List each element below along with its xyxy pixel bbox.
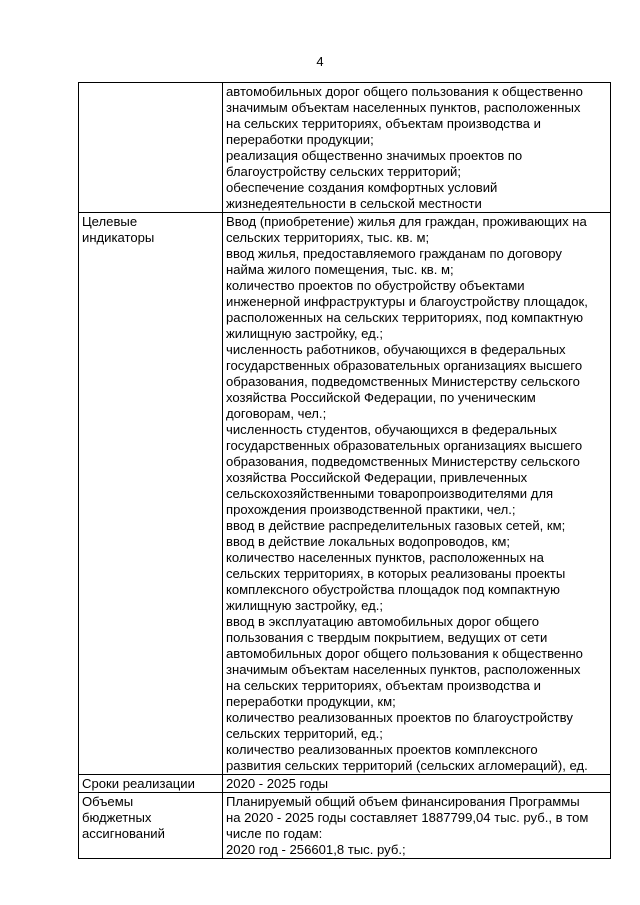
row-content-line: значимым объектам населенных пунктов, расположенных [226,662,581,677]
row-content-line: численность работников, обучающихся в федеральных [226,342,566,357]
row-content-line: ввод жилья, предоставляемого гражданам по договору [226,246,562,261]
row-content-line: благоустройству сельских территорий; [226,164,461,179]
row-content-cell [223,793,611,859]
row-label-line: бюджетных [82,810,152,825]
row-content-line: количество проектов по обустройству объектами [226,278,525,293]
row-content-line: сельских территориях, в которых реализованы проекты [226,566,566,581]
row-label-line: ассигнований [82,826,165,841]
row-content-line: развития сельских территорий (сельских агломераций), ед. [226,758,588,773]
row-label-line: Объемы [82,794,134,809]
row-content-line: Ввод (приобретение) жилья для граждан, проживающих на [226,214,587,229]
row-content-line: договорам, чел.; [226,406,327,421]
row-label-cell [79,775,223,793]
row-content-line: жизнедеятельности в сельской местности [226,196,482,211]
row-content-line: ввод в действие локальных водопроводов, км; [226,534,510,549]
row-content-line: сельских территориях, тыс. кв. м; [226,230,430,245]
row-content-line: комплексного обустройства площадок под компактную [226,582,560,597]
row-label-cell [79,793,223,859]
row-content-line: на сельских территориях, объектам производства и [226,678,541,693]
row-content-line: значимым объектам населенных пунктов, расположенных [226,100,581,115]
row-content-line: прохождения производственной практики, чел.; [226,502,516,517]
row-content-line: пользования с твердым покрытием, ведущих от сети [226,630,548,645]
row-content-line: инженерной инфраструктуры и благоустройству площадок, [226,294,588,309]
row-content-line: жилищную застройку, ед.; [226,598,384,613]
row-content-line: Планируемый общий объем финансирования Программы [226,794,580,809]
row-content-line: количество реализованных проектов комплексного [226,742,538,757]
page-number: 4 [316,54,324,69]
row-content-line: хозяйства Российской Федерации, по ученическим [226,390,536,405]
row-content-line: образования, подведомственных Министерству сельского [226,374,580,389]
row-content-line: количество населенных пунктов, расположенных на [226,550,544,565]
table-row [79,213,611,775]
row-content-line: переработки продукции, км; [226,694,396,709]
row-content-line: жилищную застройку, ед.; [226,326,384,341]
row-content-line: на сельских территориях, объектам производства и [226,116,541,131]
row-content-line: ввод в действие распределительных газовых сетей, км; [226,518,566,533]
table-row [79,793,611,859]
row-content-cell [223,775,611,793]
row-content-line: образования, подведомственных Министерству сельского [226,454,580,469]
row-content-line: автомобильных дорог общего пользования к общественно [226,84,583,99]
row-content-line: реализация общественно значимых проектов по [226,148,523,163]
row-content-line: найма жилого помещения, тыс. кв. м; [226,262,454,277]
row-content-cell [223,213,611,775]
row-content-line: количество реализованных проектов по благоустройству [226,710,573,725]
row-content-line: сельскохозяйственными товаропроизводителями для [226,486,554,501]
row-content-line: государственных образовательных организациях высшего [226,358,583,373]
row-content-line: 2020 год - 256601,8 тыс. руб.; [226,842,406,857]
row-content-line: хозяйства Российской Федерации, привлеченных [226,470,528,485]
row-label-cell [79,83,223,213]
row-content-line: численность студентов, обучающихся в федеральных [226,422,557,437]
row-content-line: расположенных на сельских территориях, под компактную [226,310,584,325]
row-content-line: государственных образовательных организациях высшего [226,438,583,453]
table-row [79,775,611,793]
row-content-line: переработки продукции; [226,132,374,147]
table-row [79,83,611,213]
row-content-line: автомобильных дорог общего пользования к общественно [226,646,583,661]
row-content-line: ввод в эксплуатацию автомобильных дорог общего [226,614,540,629]
row-label-line: Сроки реализации [82,776,195,791]
row-content-line: обеспечение создания комфортных условий [226,180,498,195]
passport-table [78,82,611,859]
row-content-cell [223,83,611,213]
row-label-line: индикаторы [82,230,155,245]
row-label-cell [79,213,223,775]
row-content-line: на 2020 - 2025 годы составляет 1887799,04 тыс. руб., в том [226,810,589,825]
row-content-line: 2020 - 2025 годы [226,776,329,791]
row-content-line: сельских территорий, ед.; [226,726,383,741]
row-label-line: Целевые [82,214,138,229]
row-content-line: числе по годам: [226,826,323,841]
